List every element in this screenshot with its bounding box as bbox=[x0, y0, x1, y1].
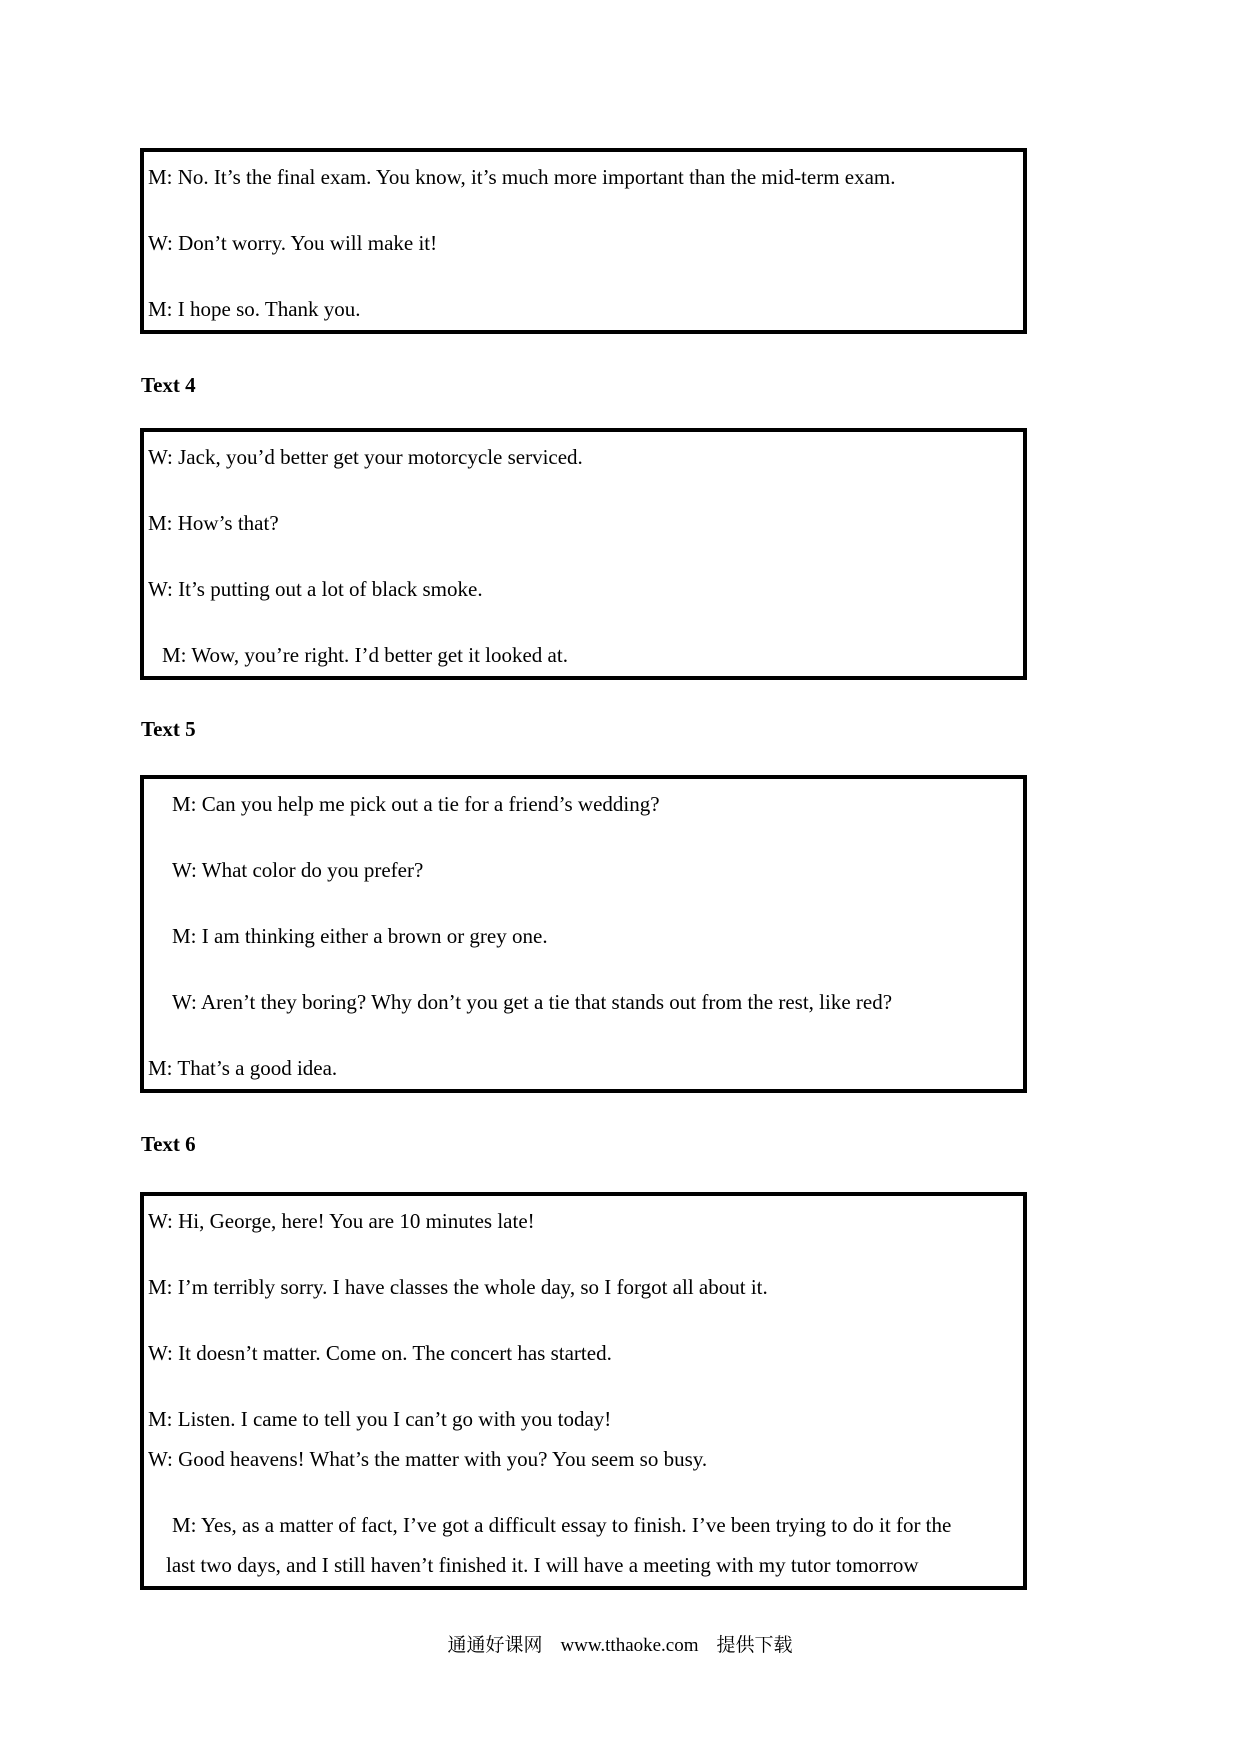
footer-download-note: 提供下载 bbox=[716, 1635, 793, 1656]
dialogue-line: M: That’s a good idea. bbox=[148, 1056, 338, 1080]
page-footer bbox=[0, 1634, 1240, 1658]
dialogue-box-text3-continued bbox=[140, 148, 1027, 334]
dialogue-line: M: Yes, as a matter of fact, I’ve got a difficult essay to finish. I’ve been trying to do it for the bbox=[172, 1513, 952, 1537]
dialogue-line: M: Wow, you’re right. I’d better get it looked at. bbox=[162, 643, 568, 667]
dialogue-line: W: Aren’t they boring? Why don’t you get a tie that stands out from the rest, like red? bbox=[172, 990, 893, 1014]
section-heading-text-5: Text 5 bbox=[141, 717, 196, 741]
dialogue-line: W: Don’t worry. You will make it! bbox=[148, 231, 438, 255]
dialogue-line: M: Listen. I came to tell you I can’t go with you today! bbox=[148, 1407, 612, 1431]
dialogue-line: last two days, and I still haven’t finished it. I will have a meeting with my tutor tomorrow bbox=[166, 1553, 919, 1577]
dialogue-line: W: Hi, George, here! You are 10 minutes late! bbox=[148, 1209, 535, 1233]
dialogue-box-text6 bbox=[140, 1192, 1027, 1590]
dialogue-box-text5 bbox=[140, 775, 1027, 1093]
dialogue-line: M: I am thinking either a brown or grey one. bbox=[172, 924, 548, 948]
dialogue-line: W: What color do you prefer? bbox=[172, 858, 424, 882]
section-heading-text-4: Text 4 bbox=[141, 373, 196, 397]
dialogue-line: W: Good heavens! What’s the matter with you? You seem so busy. bbox=[148, 1447, 708, 1471]
dialogue-line: M: How’s that? bbox=[148, 511, 279, 535]
dialogue-line: W: Jack, you’d better get your motorcycle serviced. bbox=[148, 445, 583, 469]
dialogue-line: M: Can you help me pick out a tie for a friend’s wedding? bbox=[172, 792, 660, 816]
dialogue-line: W: It’s putting out a lot of black smoke. bbox=[148, 577, 483, 601]
footer-site-name: 通通好课网 bbox=[447, 1635, 543, 1656]
dialogue-line: W: It doesn’t matter. Come on. The concert has started. bbox=[148, 1341, 612, 1365]
dialogue-line: M: I hope so. Thank you. bbox=[148, 297, 361, 321]
dialogue-box-text4 bbox=[140, 428, 1027, 680]
section-heading-text-6: Text 6 bbox=[141, 1132, 196, 1156]
dialogue-line: M: I’m terribly sorry. I have classes the whole day, so I forgot all about it. bbox=[148, 1275, 768, 1299]
dialogue-line: M: No. It’s the final exam. You know, it’s much more important than the mid-term exam. bbox=[148, 165, 896, 189]
footer-site-url: www.tthaoke.com bbox=[560, 1635, 699, 1656]
